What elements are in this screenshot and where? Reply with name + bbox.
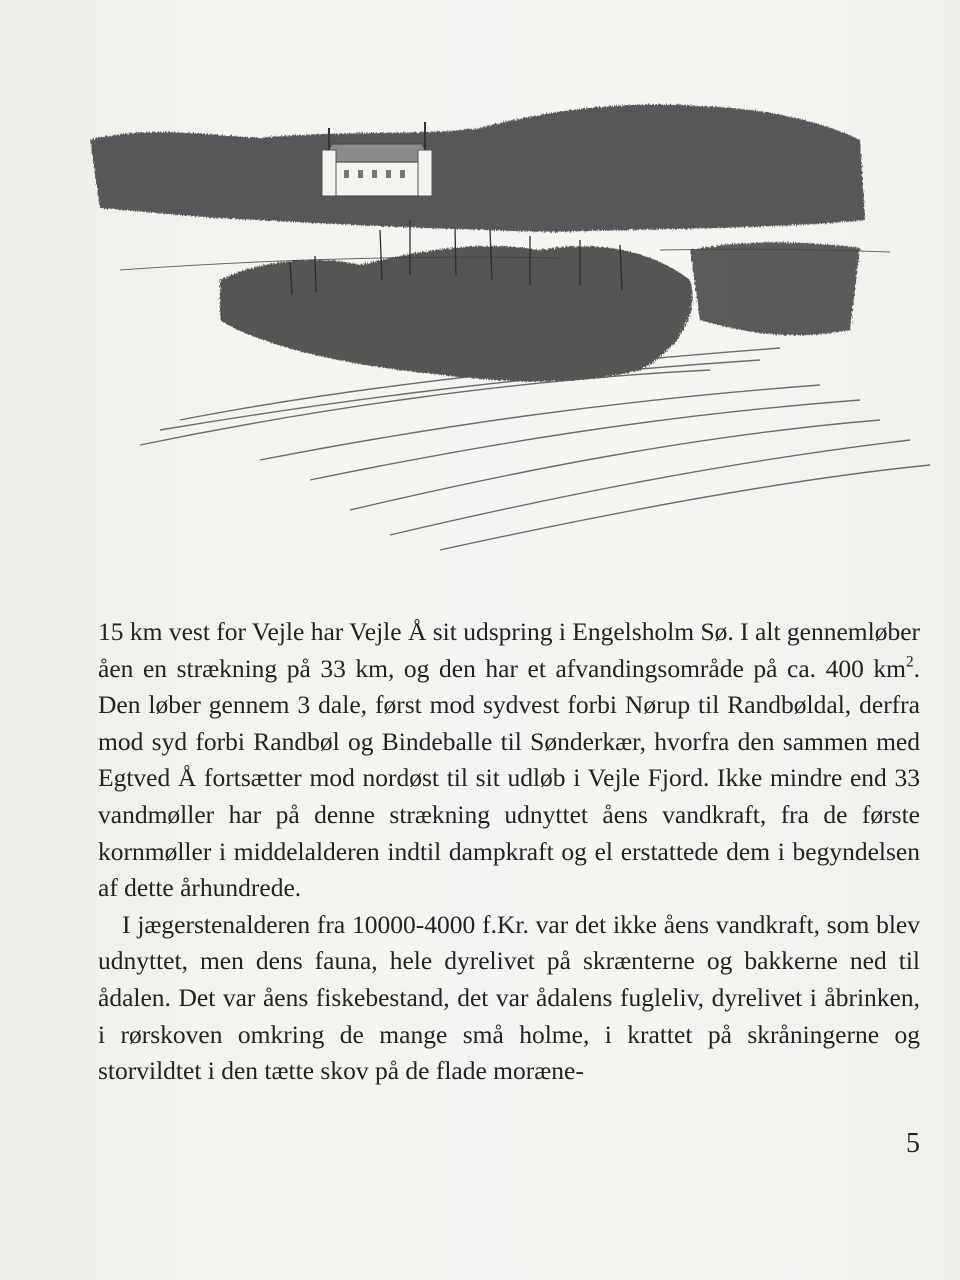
superscript-2: 2 xyxy=(905,652,914,670)
paragraph-2: I jægerstenalderen fra 10000-4000 f.Kr. var det ikke åens vandkraft, som blev udnyttet, men dens fauna, hele dyrelivet på skrænterne og bakkerne ned til ådalen. Det var åens fiskebestand, det var ådalens fugleliv, dyrelivet i åbrinken, i rørskoven omkring de mange små holme, i krattet på skråningerne og storvildtet i den tætte skov på de flade moræne- xyxy=(98,909,920,1086)
paragraph-1 xyxy=(98,614,920,907)
reeds-shading xyxy=(220,242,860,381)
hills-shading xyxy=(90,104,865,232)
page-number: 5 xyxy=(906,1128,920,1159)
body-text xyxy=(98,614,920,1090)
paragraph-1-part-2: . Den løber gennem 3 dale, først mod sydvest forbi Nørup til Randbøldal, derfra mod syd forbi Randbøl og Bindeballe til Sønderkær, hvorfra den sammen med Egtved Å fortsætter mod nordøst til sit udløb i Vejle Fjord. Ikke mindre end 33 vandmøller har på denne strækning udnyttet åens vandkraft, fra de første kornmøller i middelalderen indtil dampkraft og el erstattede dem i begyndelsen af dette århundrede. xyxy=(98,653,920,903)
landscape-sketch-illustration xyxy=(60,80,940,560)
foreground-hatching xyxy=(140,348,930,550)
paragraph-1-part-1: 15 km vest for Vejle har Vejle Å sit udspring i Engelsholm Sø. I alt gennemløber åen en strækning på 33 km, og den har et afvandingsområde på ca. 400 km xyxy=(98,617,921,683)
